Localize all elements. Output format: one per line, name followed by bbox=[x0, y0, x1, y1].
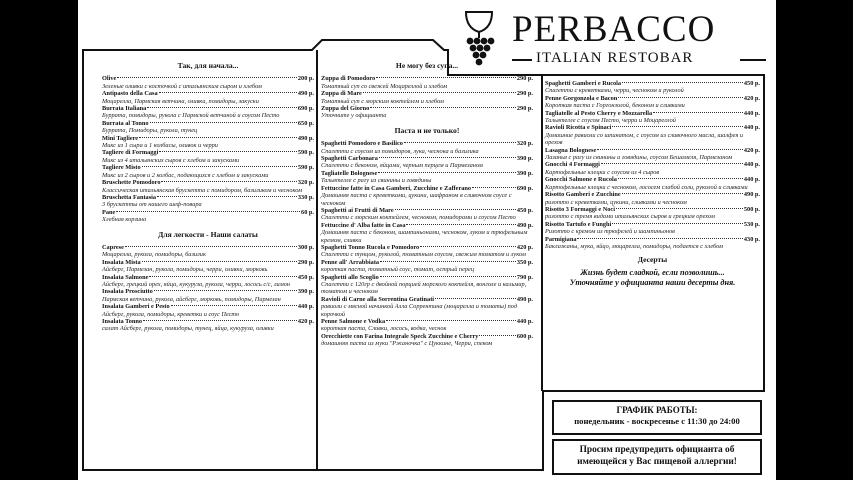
deserts-line-2: Уточняйте у официанта наши десерты дня. bbox=[569, 277, 736, 287]
dish-name: Parmigiana bbox=[545, 235, 577, 243]
dot-leader bbox=[139, 137, 297, 138]
dish-name: Olive bbox=[102, 75, 117, 83]
dish-price: 420 р. bbox=[743, 94, 760, 102]
tagline-rule-left bbox=[512, 59, 532, 61]
menu-item bbox=[102, 75, 314, 90]
dish-price: 600 р. bbox=[516, 332, 533, 340]
dish-description: Классическая итальянская брускетта с помидором, базиликом и чесноком bbox=[102, 186, 303, 194]
dot-leader bbox=[142, 261, 297, 262]
dot-leader bbox=[147, 107, 297, 108]
menu-item-row bbox=[545, 176, 760, 183]
dish-price: 440 р. bbox=[743, 176, 760, 184]
menu-column-pasta-risotto bbox=[545, 80, 760, 288]
dish-name: Risotto Tartufo e Funghi bbox=[545, 220, 612, 228]
dot-leader bbox=[125, 246, 297, 247]
menu-item bbox=[545, 124, 760, 146]
dish-name: Burrata Italiana bbox=[102, 105, 147, 113]
tagline-rule-right bbox=[740, 59, 766, 61]
dot-leader bbox=[159, 151, 297, 152]
dot-leader bbox=[601, 163, 743, 164]
dish-name: Risotto 3 Formaggi e Noci bbox=[545, 205, 615, 213]
dish-price: 300 р. bbox=[297, 243, 314, 251]
dish-price: 440 р. bbox=[297, 303, 314, 311]
menu-item bbox=[545, 236, 760, 251]
dot-leader bbox=[157, 196, 297, 197]
dish-name: Fettuccine fatte in Casa Gamberi, Zucchine e Zafferano bbox=[321, 184, 472, 192]
menu-item bbox=[321, 75, 533, 90]
dish-name: Zuppa del Giorno bbox=[321, 105, 370, 113]
dot-leader bbox=[159, 92, 297, 93]
dish-name: Insalata Tonno bbox=[102, 318, 143, 325]
dish-price: 690 р. bbox=[516, 184, 533, 192]
dish-description: Домашняя паста с креветками, цукини, шафраном в сливочном соусе с чесноком bbox=[321, 192, 512, 207]
dish-name: Spaghetti Pomodoro e Basilico bbox=[321, 140, 403, 148]
dish-price: 440 р. bbox=[743, 109, 760, 117]
dish-price: 440 р. bbox=[743, 124, 760, 132]
menu-item bbox=[545, 80, 760, 95]
dish-name: Ravioli Ricotta e Spinaci bbox=[545, 124, 612, 132]
dish-name: Bruschette Pomodoro bbox=[102, 179, 161, 187]
menu-item bbox=[321, 333, 533, 348]
menu-item bbox=[321, 222, 533, 244]
menu-item bbox=[102, 164, 314, 179]
dish-description: Буррата, помидоры, рукола с Пармской ветчиной и соусом Песто bbox=[102, 112, 280, 120]
menu-item-row bbox=[102, 194, 314, 201]
dot-leader bbox=[479, 335, 515, 336]
section-title: Паста и не только! bbox=[394, 125, 460, 135]
menu-item-row bbox=[545, 110, 760, 117]
dot-leader bbox=[622, 82, 743, 83]
menu-item-row bbox=[102, 90, 314, 97]
dish-name: Insalata Gamberi e Pesto bbox=[102, 303, 170, 311]
dish-description: Домашние равиоли со шпинатом, с соусом из сливочного масла, шалфея и орехов bbox=[545, 131, 744, 147]
dish-description: Томатный суп со свежей Моцареллой и хлебом bbox=[321, 82, 448, 90]
dish-description: Спагетти с 120гр с двойной порцией морского коктейля, вонголе и кальмар, томатом и чесноком bbox=[321, 280, 527, 296]
menu-item bbox=[321, 244, 533, 259]
menu-item-row bbox=[321, 296, 533, 303]
menu-item-row bbox=[102, 105, 314, 112]
menu-item-row bbox=[102, 209, 314, 216]
dish-price: 590 р. bbox=[297, 149, 314, 157]
menu-item bbox=[545, 110, 760, 125]
menu-item bbox=[321, 318, 533, 333]
menu-item-row bbox=[102, 259, 314, 266]
dish-price: 430 р. bbox=[743, 235, 760, 243]
dish-name: Spaghetti allo Scoglio bbox=[321, 273, 379, 281]
dot-leader bbox=[597, 149, 743, 150]
dot-leader bbox=[420, 246, 516, 247]
menu-item bbox=[102, 135, 314, 150]
menu-item-row bbox=[321, 244, 533, 251]
dot-leader bbox=[386, 320, 516, 321]
menu-item bbox=[321, 105, 533, 120]
dish-name: Spaghetti Tonno Rucola e Pomodoro bbox=[321, 243, 420, 251]
dot-leader bbox=[376, 77, 516, 78]
menu-item bbox=[321, 274, 533, 296]
dot-leader bbox=[622, 193, 743, 194]
menu-item bbox=[321, 140, 533, 155]
menu-item bbox=[102, 194, 314, 209]
dot-leader bbox=[380, 261, 516, 262]
dot-leader bbox=[577, 238, 742, 239]
menu-item bbox=[545, 191, 760, 206]
schedule-title: ГРАФИК РАБОТЫ: bbox=[616, 405, 698, 415]
dish-price: 60 р. bbox=[301, 208, 314, 216]
dot-leader bbox=[406, 224, 515, 225]
dish-name: Burrata al Tonno bbox=[102, 119, 149, 127]
menu-item-row bbox=[545, 191, 760, 198]
dish-price: 200 р. bbox=[297, 75, 314, 83]
dish-name: Insalata Salmone bbox=[102, 273, 149, 281]
section-title: Так, для начала... bbox=[177, 61, 239, 70]
menu-item-row bbox=[102, 120, 314, 127]
dot-leader bbox=[150, 122, 297, 123]
dish-description: Спагетти с морским коктейлем, чесноком, помидорами и соусом Песто bbox=[321, 214, 516, 222]
menu-item-row bbox=[102, 288, 314, 295]
dot-leader bbox=[370, 107, 516, 108]
dish-description: Короткая паста с Горгонзолой, беконом и сливками bbox=[545, 102, 685, 110]
menu-item bbox=[321, 170, 533, 185]
dish-name: Tagliere di Formaggi bbox=[102, 149, 159, 157]
dish-price: 320 р. bbox=[516, 140, 533, 148]
menu-item-row bbox=[102, 244, 314, 251]
dish-price: 450 р. bbox=[516, 206, 533, 214]
allergy-line-1: Просим предупредить официанта об bbox=[579, 445, 735, 455]
menu-item bbox=[321, 207, 533, 222]
dish-description: Спагетти с соусом из помидоров, лука, чеснока и базилика bbox=[321, 147, 479, 155]
dot-leader bbox=[142, 166, 297, 167]
menu-item bbox=[102, 274, 314, 289]
dish-name: Penne all' Arrabbiata bbox=[321, 258, 380, 266]
dot-leader bbox=[618, 178, 743, 179]
dish-price: 290 р. bbox=[516, 90, 533, 98]
dot-leader bbox=[395, 209, 516, 210]
menu-item bbox=[545, 176, 760, 191]
menu-item bbox=[321, 185, 533, 207]
dish-name: Zuppa di Mare bbox=[321, 90, 362, 98]
menu-item-row bbox=[321, 105, 533, 112]
deserts-title: Десерты bbox=[637, 255, 668, 265]
dish-description: Спагетти с креветками, черри, чесноком и руколой bbox=[545, 87, 684, 95]
dish-description: Уточните у официанта bbox=[321, 112, 387, 120]
menu-item bbox=[102, 179, 314, 194]
menu-item-row bbox=[321, 222, 533, 229]
dish-description: Пармская ветчина, рукола, айсберг, морковь, помидоры, Пармезан bbox=[102, 295, 281, 303]
dish-name: Zuppa di Pomodoro bbox=[321, 75, 376, 83]
dish-price: 420 р. bbox=[297, 318, 314, 325]
dot-leader bbox=[161, 181, 296, 182]
dish-description: Буррата, Помидоры, рукола, тунец bbox=[102, 127, 198, 135]
dish-description: домашняя паста из муки "Ржаночка" с Цуккине, Черри, спеком bbox=[321, 340, 493, 348]
dish-price: 490 р. bbox=[743, 191, 760, 199]
dish-description: Микс из 4 итальянских сыров с хлебом и закусками bbox=[102, 156, 240, 164]
dish-name: Gnocchi 4 Formaggi bbox=[545, 161, 600, 169]
allergy-line-2: имеющейся у Вас пищевой аллергии! bbox=[577, 457, 737, 467]
dish-price: 440 р. bbox=[743, 161, 760, 169]
dish-name: Penne Salmone e Vodka bbox=[321, 318, 386, 325]
dish-name: Ravioli di Carne alla Sorrentina Gratinati bbox=[321, 295, 435, 303]
menu-item-row bbox=[102, 164, 314, 171]
dish-description: короткая паста, томатный соус, томат, острый перец bbox=[321, 266, 474, 274]
dish-name: Mini Tagliere bbox=[102, 134, 139, 142]
dish-description: Айсберг, грецкий орех, яйца, кукуруза, рукола, черри, лосось с/с, лимон bbox=[102, 280, 290, 288]
menu-item-row bbox=[321, 207, 533, 214]
section-title: Для легкости - Наши салаты bbox=[158, 229, 258, 239]
menu-item bbox=[102, 244, 314, 259]
dot-leader bbox=[404, 142, 516, 143]
menu-item-row bbox=[321, 318, 533, 325]
dish-name: Bruschetta Fantasia bbox=[102, 193, 157, 201]
brand-logo bbox=[454, 6, 774, 68]
menu-item-row bbox=[102, 318, 314, 325]
dot-leader bbox=[612, 126, 743, 127]
brand-tagline: ITALIAN RESTOBAR bbox=[536, 50, 694, 66]
dish-description: ризотто с креветками, цукини, сливками и чесноком bbox=[545, 198, 687, 206]
dish-description: Айсберг, рукола, помидоры, креветки и соус Песто bbox=[102, 310, 240, 318]
dish-price: 490 р. bbox=[516, 221, 533, 229]
menu-item bbox=[321, 155, 533, 170]
dish-price: 390 р. bbox=[516, 169, 533, 177]
menu-item-row bbox=[321, 75, 533, 82]
dot-leader bbox=[379, 157, 516, 158]
dish-description: короткая паста, Сливки, лосось, водка, чеснок bbox=[321, 325, 447, 333]
dish-price: 320 р. bbox=[297, 179, 314, 187]
dish-price: 330 р. bbox=[297, 193, 314, 201]
dish-description: Зеленые оливки с косточкой с итальянским сыром и хлебом bbox=[102, 82, 262, 90]
allergy-notice-box bbox=[552, 439, 762, 475]
dish-price: 500 р. bbox=[743, 205, 760, 213]
dish-description: равиоли с мясной начинкой Алла Соррентина (моцарелла и томаты) под корочкой bbox=[321, 303, 518, 318]
menu-item-row bbox=[321, 185, 533, 192]
dish-description: Спагетти с тунцом, руколой, томатным соусом, свежим томатом и луком bbox=[321, 251, 526, 259]
dish-description: Картофельные клецки с соусом из 4 сыров bbox=[545, 168, 660, 176]
dish-price: 450 р. bbox=[743, 80, 760, 87]
menu-item bbox=[102, 120, 314, 135]
dish-name: Fettuccine d' Alba fatte in Casa bbox=[321, 221, 406, 229]
menu-item bbox=[102, 149, 314, 164]
menu-item bbox=[102, 209, 314, 224]
dish-description: Тальятелле с рагу из свинины и говядины bbox=[321, 177, 432, 185]
menu-item-row bbox=[545, 206, 760, 213]
dish-name: Penne Gorgonzola e Bacon bbox=[545, 94, 618, 102]
dish-name: Spaghetti ai Frutti di Mare bbox=[321, 206, 394, 214]
menu-item-row bbox=[102, 135, 314, 142]
dot-leader bbox=[616, 208, 743, 209]
menu-item bbox=[102, 259, 314, 274]
dish-price: 530 р. bbox=[743, 220, 760, 228]
dish-price: 790 р. bbox=[516, 273, 533, 281]
dish-description: Домашняя паста с беконом, шампиньонами, чесноком, луком и трюфельным кремом, сливки bbox=[321, 229, 528, 244]
menu-item bbox=[102, 288, 314, 303]
dish-name: Insalata Mista bbox=[102, 258, 141, 266]
dish-description: Ризотто с кремом из трюфелей и шампиньонов bbox=[545, 228, 675, 236]
dish-name: Tagliatelle al Pesto Cherry e Mozzarella bbox=[545, 109, 653, 117]
dish-name: Gnocchi Salmone e Rucola bbox=[545, 176, 617, 184]
menu-item bbox=[102, 318, 314, 333]
menu-item bbox=[545, 95, 760, 110]
dot-leader bbox=[435, 298, 516, 299]
menu-item bbox=[545, 206, 760, 221]
dish-description: Моцарелла, рукола, помидоры, базилик bbox=[102, 251, 206, 259]
menu-item-row bbox=[321, 333, 533, 340]
dish-name: Antipasto della Casa bbox=[102, 90, 158, 98]
dish-description: Тальятелле с соусом Песто, черри и Моцареллой bbox=[545, 117, 676, 125]
dot-leader bbox=[363, 92, 516, 93]
dish-name: Orecchiette con Farina Integrale Speck Zucchine e Cherry bbox=[321, 332, 479, 340]
menu-item bbox=[545, 147, 760, 162]
dish-description: салат Айсберг, рукола, помидоры, тунец, яйца, кукуруза, оливки bbox=[102, 325, 274, 333]
dish-price: 390 р. bbox=[297, 288, 314, 296]
menu-item bbox=[545, 161, 760, 176]
dish-price: 420 р. bbox=[516, 243, 533, 251]
dot-leader bbox=[117, 77, 297, 78]
dish-description: Айсберг, Пармезан, рукола, помидоры, черри, оливки, морковь bbox=[102, 266, 268, 274]
dish-name: Pane bbox=[102, 208, 116, 216]
dot-leader bbox=[380, 276, 516, 277]
menu-item-row bbox=[321, 170, 533, 177]
dot-leader bbox=[154, 290, 297, 291]
dish-price: 290 р. bbox=[516, 75, 533, 83]
menu-column-soups-pasta bbox=[321, 62, 533, 348]
menu-item bbox=[321, 296, 533, 318]
dish-description: 3 брускетты от нашего шеф-повара bbox=[102, 201, 202, 209]
dish-price: 440 р. bbox=[516, 318, 533, 325]
dish-description: Микс из 1 сыра и 1 колбасы, оливок и черри bbox=[102, 142, 218, 150]
dish-price: 420 р. bbox=[743, 146, 760, 154]
section-title: Не могу без супа... bbox=[395, 61, 459, 70]
dish-description: Хлебная корзина bbox=[102, 216, 147, 224]
schedule-hours: понедельник - воскресенье с 11:30 до 24:00 bbox=[574, 416, 740, 426]
menu-column-starters bbox=[102, 62, 314, 333]
dot-leader bbox=[618, 97, 743, 98]
dish-price: 450 р. bbox=[297, 273, 314, 281]
menu-item bbox=[321, 90, 533, 105]
dish-description: Микс из 2 сыров и 2 колбас, подающихся с хлебом и закусками bbox=[102, 171, 269, 179]
dish-price: 490 р. bbox=[516, 295, 533, 303]
dish-price: 590 р. bbox=[297, 164, 314, 172]
menu-item-row bbox=[545, 161, 760, 168]
dot-leader bbox=[171, 305, 297, 306]
menu-item-row bbox=[545, 221, 760, 228]
dot-leader bbox=[378, 172, 516, 173]
dish-name: Spaghetti Gamberi e Rucola bbox=[545, 80, 622, 87]
dot-leader bbox=[149, 276, 297, 277]
dot-leader bbox=[612, 223, 743, 224]
dish-description: Спагетти с беконом, яйцами, черным перцем и Пармезаном bbox=[321, 162, 483, 170]
menu-item-row bbox=[321, 155, 533, 162]
wine-glass-grapes-icon bbox=[460, 8, 498, 66]
menu-item-row bbox=[102, 179, 314, 186]
menu-item-row bbox=[545, 80, 760, 87]
brand-name: PERBACCO bbox=[512, 9, 716, 50]
menu-item-row bbox=[545, 147, 760, 154]
dish-price: 650 р. bbox=[297, 119, 314, 127]
dish-description: Лазанья с рагу из свинины и говядины, соусом Бешамеля, Пармезаном bbox=[545, 154, 733, 162]
menu-item-row bbox=[321, 274, 533, 281]
menu-item-row bbox=[102, 75, 314, 82]
dish-description: Баклажаны, мука, яйцо, моцарелла, помидоры, подается с хлебом bbox=[545, 242, 724, 250]
menu-item bbox=[321, 259, 533, 274]
dish-name: Risotto Gamberi e Zucchine bbox=[545, 191, 621, 199]
dish-name: Lasagna Bolognese bbox=[545, 146, 597, 154]
dot-leader bbox=[116, 211, 300, 212]
dot-leader bbox=[653, 112, 743, 113]
dish-description: ризотто с тремя видами итальянских сыров и грецким орехом bbox=[545, 213, 715, 221]
menu-item-row bbox=[321, 259, 533, 266]
dish-description: Картофельные клецки с чесноком, лососем слабой соли, руколой и сливками bbox=[545, 183, 748, 191]
dish-name: Spaghetti Carbonara bbox=[321, 155, 378, 163]
dish-name: Insalata Prosciutto bbox=[102, 288, 153, 296]
dish-price: 290 р. bbox=[297, 258, 314, 266]
menu-item-row bbox=[545, 95, 760, 102]
menu-item-row bbox=[102, 274, 314, 281]
menu-item-row bbox=[321, 140, 533, 147]
dish-price: 490 р. bbox=[297, 134, 314, 142]
dot-leader bbox=[472, 187, 516, 188]
menu-item-row bbox=[545, 236, 760, 243]
menu-item-row bbox=[102, 149, 314, 156]
dot-leader bbox=[143, 320, 297, 321]
menu-item-row bbox=[545, 124, 760, 131]
menu-item bbox=[102, 303, 314, 318]
dish-description: Моцарелла, Пармская ветчина, оливки, помидоры, закуски bbox=[102, 97, 259, 105]
dish-name: Caprese bbox=[102, 243, 124, 251]
dish-price: 390 р. bbox=[516, 155, 533, 163]
deserts-line-1: Жизнь будет сладкой, если позволишь... bbox=[580, 267, 725, 277]
menu-item-row bbox=[321, 90, 533, 97]
dish-price: 690 р. bbox=[297, 105, 314, 113]
menu-item-row bbox=[102, 303, 314, 310]
menu-sheet bbox=[78, 0, 776, 480]
menu-item bbox=[102, 90, 314, 105]
dish-name: Tagliere Misto bbox=[102, 164, 141, 172]
dish-price: 490 р. bbox=[297, 90, 314, 98]
dish-price: 290 р. bbox=[516, 105, 533, 113]
dish-name: Tagliatelle Bolognese bbox=[321, 169, 378, 177]
dish-price: 350 р. bbox=[516, 258, 533, 266]
schedule-box bbox=[552, 400, 762, 435]
menu-item bbox=[102, 105, 314, 120]
dish-description: Томатный суп с морским коктейлем и хлебом bbox=[321, 97, 444, 105]
menu-item bbox=[545, 221, 760, 236]
